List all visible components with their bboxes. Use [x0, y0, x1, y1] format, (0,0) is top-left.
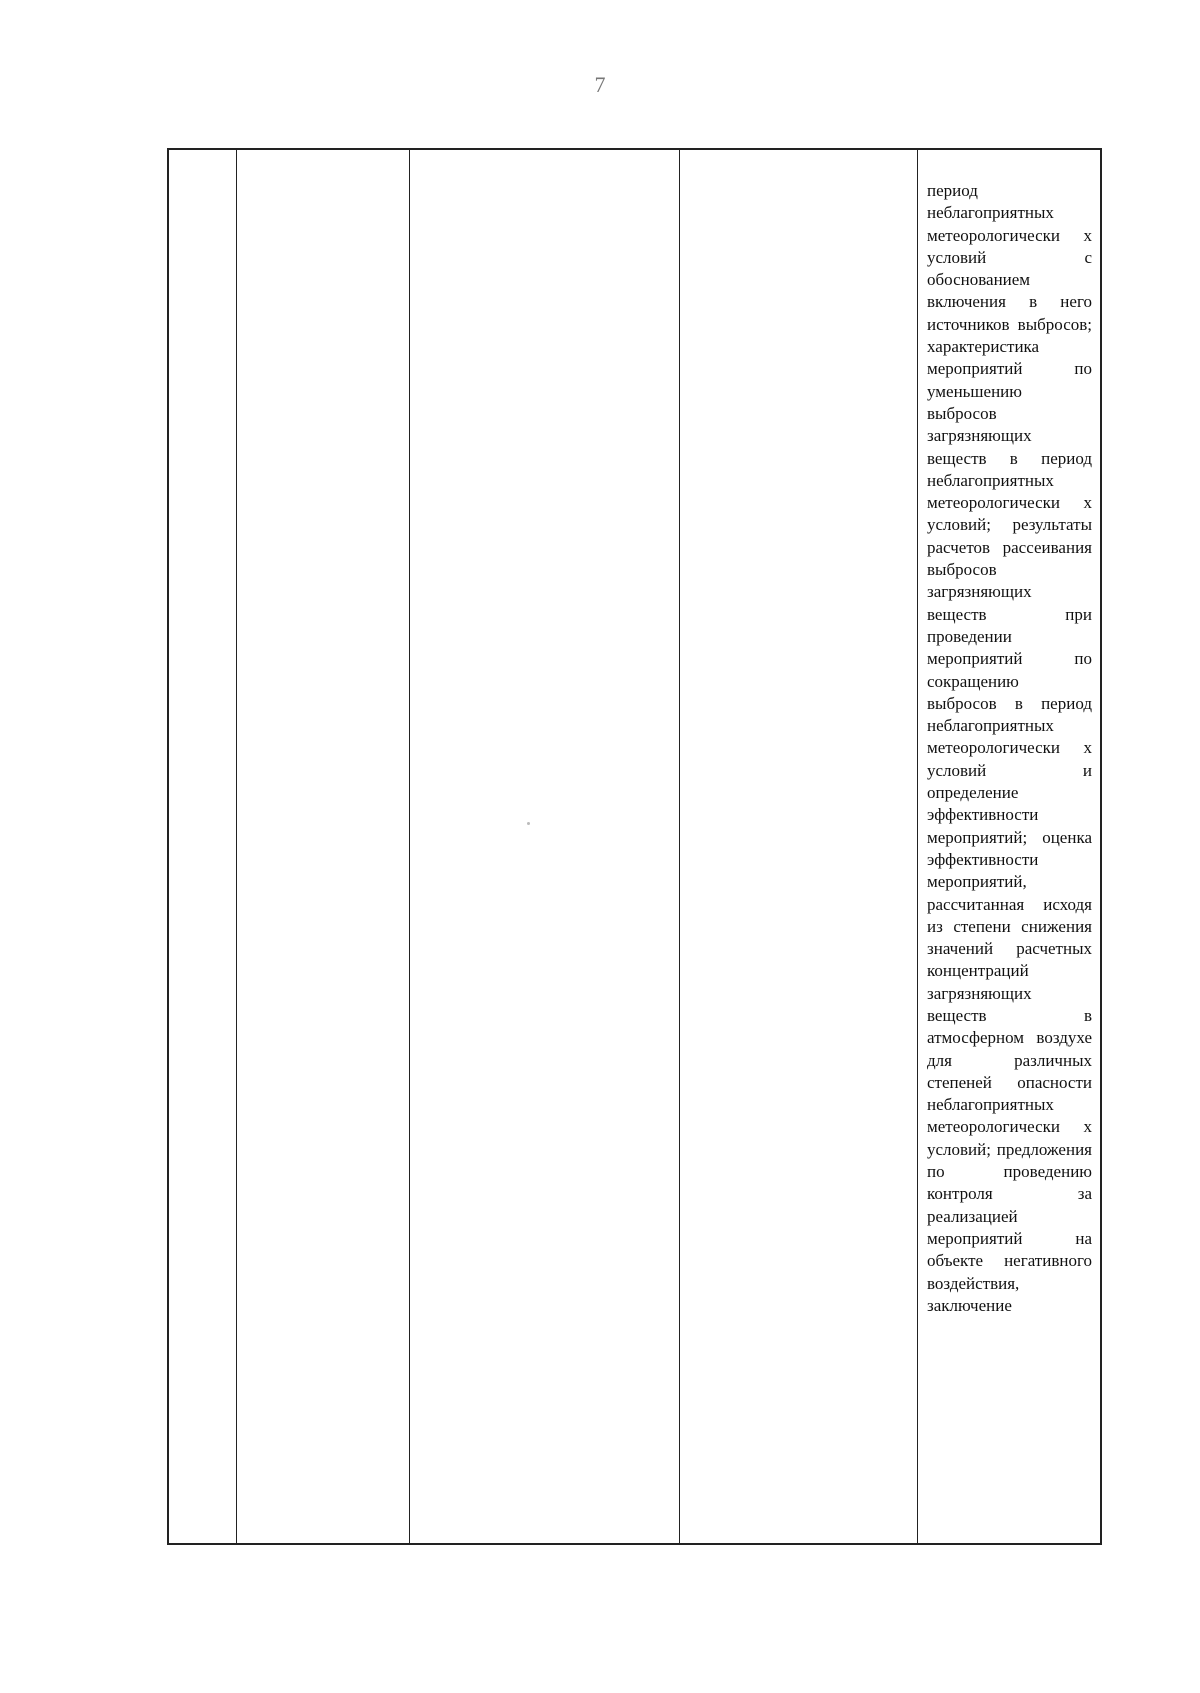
page-number: 7	[594, 72, 606, 97]
document-table	[167, 148, 1102, 1545]
table-cell-col-2	[237, 150, 410, 1543]
table-cell-col-1	[169, 150, 237, 1543]
table-cell-col-4	[680, 150, 918, 1543]
table-cell-text: период неблагоприятных метеорологически х условий с обоснованием включения в него источников выбросов; характеристика мероприятий по уменьшению выбросов загрязняющих веществ в период неблагоприятных метеорологически х условий; результаты расчетов рассеивания выбросов загрязняющих веществ при проведении мероприятий по сокращению выбросов в период неблагоприятных метеорологически х условий и определение эффективности мероприятий; оценка эффективности мероприятий, рассчитанная исходя из степени снижения значений расчетных концентраций загрязняющих веществ в атмосферном воздухе для различных степеней опасности неблагоприятных метеорологически х условий; предложения по проведению контроля за реализацией мероприятий на объекте негативного воздействия, заключение	[927, 181, 1092, 1315]
table-cell-col-3	[410, 150, 680, 1543]
scan-speck	[527, 822, 530, 825]
table-cell-col-5	[918, 150, 1100, 1543]
